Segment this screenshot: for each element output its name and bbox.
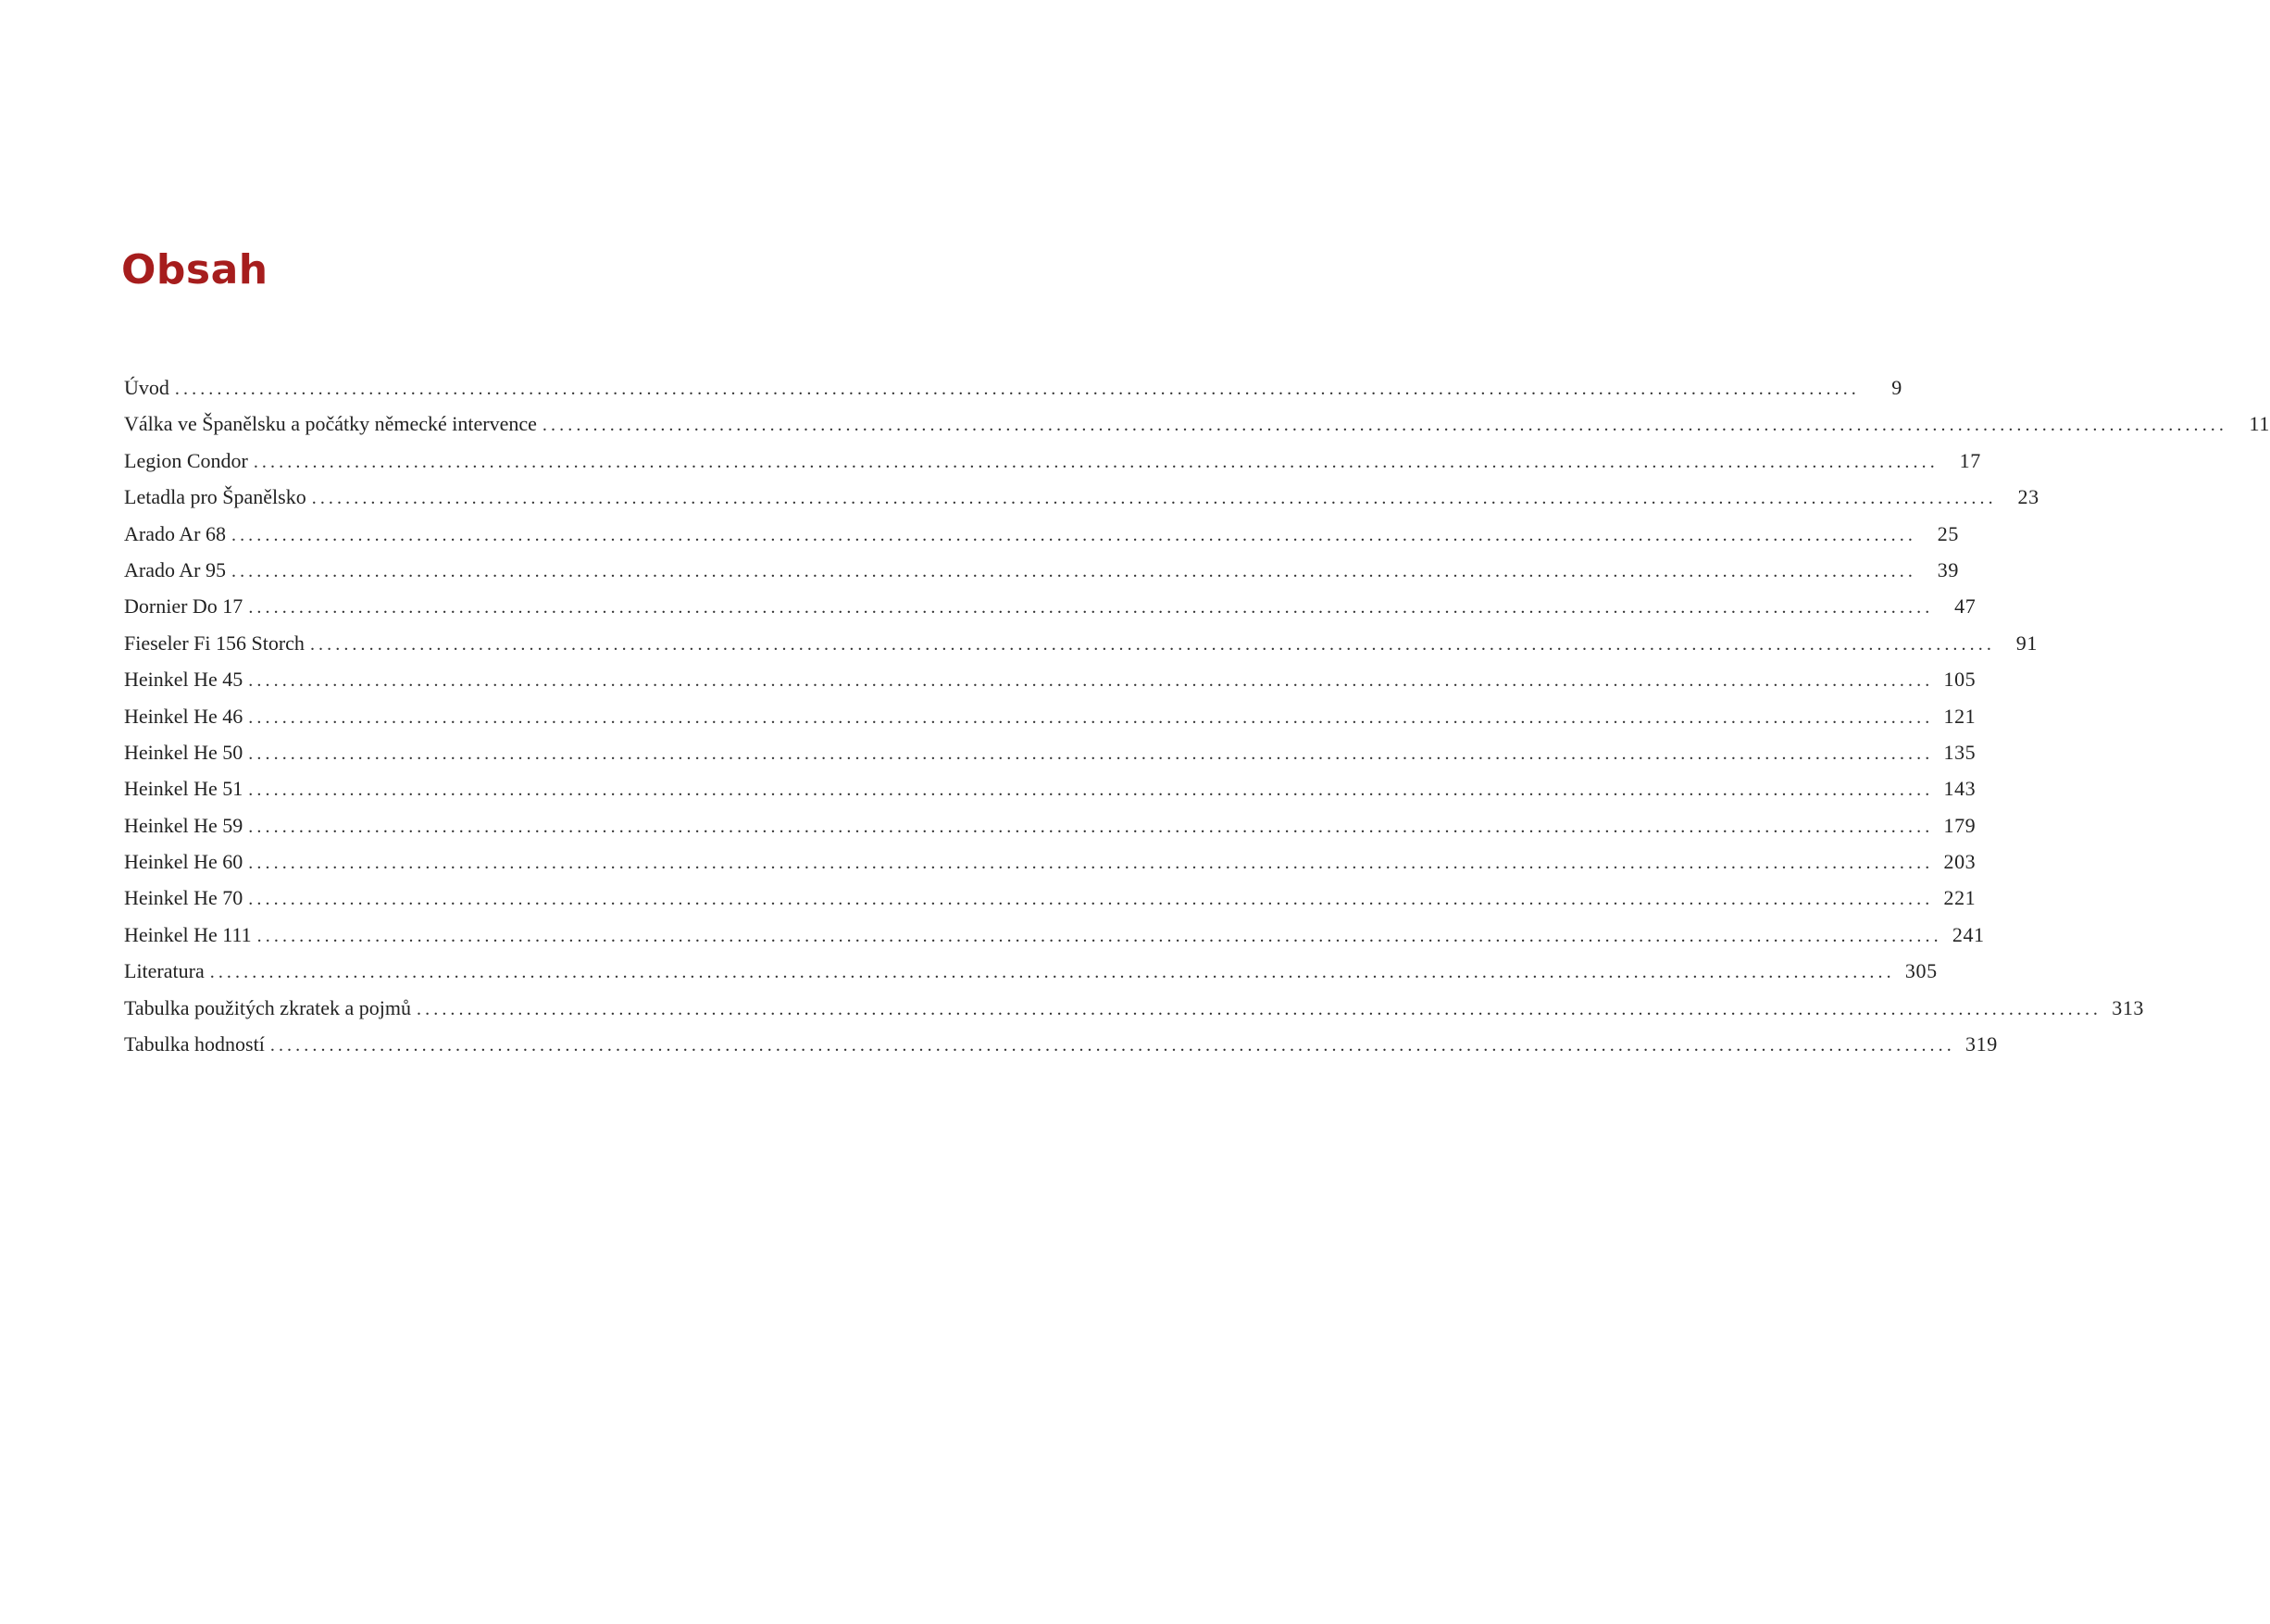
toc-entry-label: Heinkel He 45 bbox=[124, 668, 243, 692]
toc-leader-dots: ........................................................................................................................................................................................................ bbox=[248, 743, 1934, 764]
toc-entry-label: Heinkel He 111 bbox=[124, 922, 252, 946]
toc-entry-label: Literatura bbox=[124, 959, 205, 983]
toc-entry-page: 221 bbox=[1943, 886, 1977, 910]
toc-entry-page: 105 bbox=[1943, 668, 1977, 692]
toc-leader-dots: ........................................................................................................................................................................................................ bbox=[269, 1035, 1955, 1056]
toc-leader-dots: ........................................................................................................................................................................................................ bbox=[231, 524, 1916, 545]
toc-entry-page: 9 bbox=[1891, 376, 1902, 399]
toc-entry-page: 39 bbox=[1937, 557, 1959, 581]
page-title: Obsah bbox=[121, 246, 268, 294]
toc-entry[interactable] bbox=[124, 813, 1977, 850]
toc-entry-page: 23 bbox=[2017, 485, 2039, 509]
toc-entry[interactable] bbox=[124, 485, 2039, 521]
toc-entry-label: Heinkel He 59 bbox=[124, 813, 243, 837]
toc-entry-label: Fieseler Fi 156 Storch bbox=[124, 631, 305, 655]
toc-entry[interactable] bbox=[124, 376, 1902, 412]
toc-entry[interactable] bbox=[124, 922, 1985, 959]
toc-entry-label: Úvod bbox=[124, 376, 169, 399]
toc-leader-dots: ........................................................................................................................................................................................................ bbox=[248, 853, 1934, 874]
toc-entry-label: Válka ve Španělsku a počátky německé intervence bbox=[124, 412, 537, 436]
toc-entry[interactable] bbox=[124, 448, 1981, 485]
toc-entry-page: 241 bbox=[1952, 922, 1985, 946]
toc-entry[interactable] bbox=[124, 777, 1977, 813]
toc-entry-page: 47 bbox=[1954, 594, 1977, 618]
toc-entry-label: Heinkel He 46 bbox=[124, 704, 243, 728]
toc-leader-dots: ........................................................................................................................................................................................................ bbox=[248, 780, 1934, 801]
toc-entry-page: 319 bbox=[1965, 1032, 1998, 1056]
toc-leader-dots: ........................................................................................................................................................................................................ bbox=[248, 706, 1934, 728]
toc-entry-page: 91 bbox=[2015, 631, 2038, 655]
toc-leader-dots: ........................................................................................................................................................................................................ bbox=[248, 670, 1934, 692]
toc-entry[interactable] bbox=[124, 668, 1977, 704]
toc-entry[interactable] bbox=[124, 886, 1977, 922]
toc-leader-dots: ........................................................................................................................................................................................................ bbox=[248, 816, 1934, 837]
toc-leader-dots: ........................................................................................................................................................................................................ bbox=[309, 633, 1995, 655]
toc-entry-page: 305 bbox=[1904, 959, 1938, 983]
toc-entry[interactable] bbox=[124, 959, 1938, 995]
toc-entry-page: 143 bbox=[1943, 777, 1977, 801]
toc-entry[interactable] bbox=[124, 850, 1977, 886]
toc-entry-page: 179 bbox=[1943, 813, 1977, 837]
toc-leader-dots: ........................................................................................................................................................................................................ bbox=[248, 597, 1934, 618]
toc-entry-label: Letadla pro Španělsko bbox=[124, 485, 306, 509]
toc-leader-dots: ........................................................................................................................................................................................................ bbox=[248, 889, 1934, 910]
toc-entry-page: 135 bbox=[1943, 740, 1977, 764]
toc-entry-page: 313 bbox=[2112, 995, 2145, 1019]
toc-entry-label: Heinkel He 60 bbox=[124, 850, 243, 874]
toc-entry-page: 11 bbox=[2249, 412, 2270, 436]
toc-entry-label: Arado Ar 95 bbox=[124, 557, 226, 581]
toc-entry[interactable] bbox=[124, 521, 1959, 558]
toc-entry[interactable] bbox=[124, 1032, 1998, 1068]
toc-entry[interactable] bbox=[124, 995, 2145, 1032]
toc-entry-label: Arado Ar 68 bbox=[124, 521, 226, 545]
toc-leader-dots: ........................................................................................................................................................................................................ bbox=[256, 925, 1942, 946]
toc-entry-page: 17 bbox=[1959, 448, 1981, 472]
toc-entry[interactable] bbox=[124, 557, 1959, 594]
toc-entry-label: Heinkel He 51 bbox=[124, 777, 243, 801]
toc-entry-page: 121 bbox=[1943, 704, 1977, 728]
toc-entry-label: Legion Condor bbox=[124, 448, 248, 472]
toc-entry[interactable] bbox=[124, 631, 2038, 668]
toc-leader-dots: ........................................................................................................................................................................................................ bbox=[311, 488, 1997, 509]
toc-entry[interactable] bbox=[124, 704, 1977, 741]
toc-entry-label: Dornier Do 17 bbox=[124, 594, 243, 618]
toc-entry-label: Tabulka hodností bbox=[124, 1032, 265, 1056]
toc-leader-dots: ........................................................................................................................................................................................................ bbox=[209, 962, 1895, 983]
toc-entry[interactable] bbox=[124, 594, 1977, 631]
toc-leader-dots: ........................................................................................................................................................................................................ bbox=[542, 415, 2227, 436]
table-of-contents bbox=[124, 376, 2270, 1068]
toc-leader-dots: ........................................................................................................................................................................................................ bbox=[174, 379, 1860, 399]
toc-leader-dots: ........................................................................................................................................................................................................ bbox=[253, 451, 1939, 472]
toc-entry[interactable] bbox=[124, 740, 1977, 777]
toc-entry-label: Tabulka použitých zkratek a pojmů bbox=[124, 995, 412, 1019]
toc-entry-label: Heinkel He 70 bbox=[124, 886, 243, 910]
toc-entry-page: 25 bbox=[1937, 521, 1959, 545]
toc-entry[interactable] bbox=[124, 412, 2270, 448]
toc-entry-page: 203 bbox=[1943, 850, 1977, 874]
toc-entry-label: Heinkel He 50 bbox=[124, 740, 243, 764]
toc-leader-dots: ........................................................................................................................................................................................................ bbox=[231, 560, 1916, 581]
toc-leader-dots: ........................................................................................................................................................................................................ bbox=[417, 998, 2102, 1019]
